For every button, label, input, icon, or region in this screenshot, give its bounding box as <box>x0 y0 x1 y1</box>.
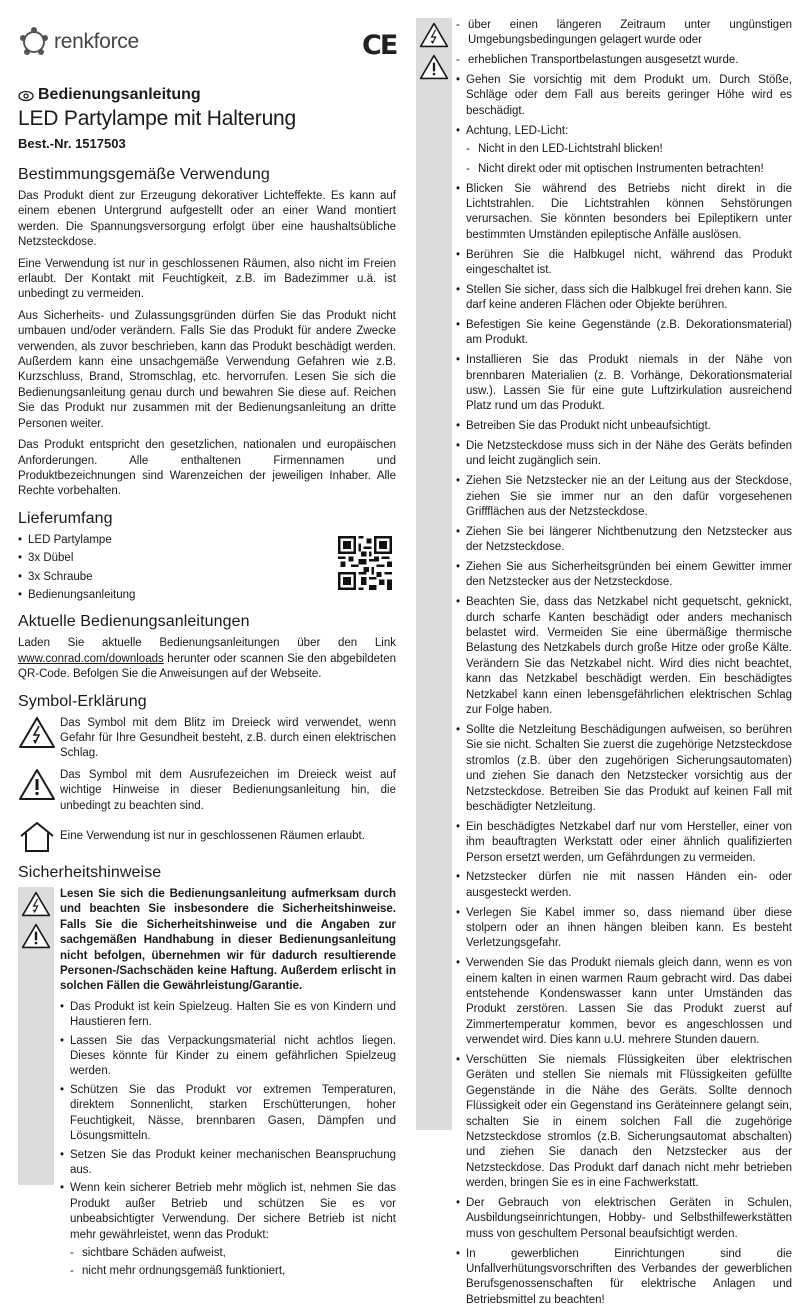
list-item: • Die Netzsteckdose muss sich in der Nähe des Geräts befinden und leicht zugänglich sein. <box>456 439 792 470</box>
list-item: • In gewerblichen Einrichtungen sind die Unfallverhütungsvorschriften des Verbandes der gewerblichen Berufsgenossenschaften für elektrische Anlagen und Betriebsmittel zu beachten! <box>456 1247 792 1309</box>
qr-code-icon[interactable] <box>338 536 392 590</box>
intended-use-paragraph: Eine Verwendung ist nur in geschlossenen Räumen, also nicht im Freien erlaubt. Der Kontakt mit Feuchtigkeit, z.B. im Badezimmer u.ä. ist unbedingt zu vermeiden. <box>18 257 396 301</box>
house-icon <box>18 820 56 854</box>
warning-sidebar <box>18 887 54 1185</box>
list-item: • Verwenden Sie das Produkt niemals gleich dann, wenn es von einem kalten in einen warmen Raum gebracht wird. Das dabei entstehende Kondenswasser kann unter Umständen das Produkt zerstören. Lassen Sie das Produkt zuerst auf Zimmertemperatur kommen, bevor es angeschlossen und verwendet wird. Dies kann u.U. mehrere Stunden dauern. <box>456 956 792 1048</box>
safety-body <box>54 887 396 1283</box>
left-column <box>18 166 396 1293</box>
doc-type-label: Bedienungsanleitung <box>38 86 201 103</box>
sub-list-item: - sichtbare Schäden aufweist, <box>70 1246 396 1261</box>
safety-box <box>18 887 396 1283</box>
brand-name: renkforce <box>54 30 139 53</box>
list-item: • Ziehen Sie Netzstecker nie an der Leitung aus der Steckdose, ziehen Sie sie immer nur an den dafür vorgesehenen Griffflächen aus der Netzsteckdose. <box>456 474 792 520</box>
list-item-text: Wenn kein sicherer Betrieb mehr möglich ist, nehmen Sie das Produkt außer Betrieb und schützen Sie es vor unbeabsichtigter Verwendung. Der sichere Betrieb ist nicht mehr gewährleistet, wenn das Produkt: <box>70 1182 396 1241</box>
exclamation-triangle-icon <box>21 923 51 949</box>
manuals-section <box>18 613 396 682</box>
symbol-text: Das Symbol mit dem Blitz im Dreieck wird verwendet, wenn Gefahr für Ihre Gesundheit besteht, z.B. durch einen elektrischen Schlag. <box>60 716 396 760</box>
symbols-section <box>18 693 396 854</box>
list-item: • 3x Schraube <box>18 570 396 585</box>
manuals-text: herunter oder scannen Sie den abgebildeten QR-Code. Befolgen Sie die Anweisungen auf der Webseite. <box>18 652 396 681</box>
list-item: • Ziehen Sie aus Sicherheitsgründen bei einem Gewitter immer den Netzstecker aus der Netzsteckdose. <box>456 560 792 591</box>
list-item: • Verlegen Sie Kabel immer so, dass niemand über diese stolpern oder an ihnen hängen bleiben kann. Es besteht Verletzungsgefahr. <box>456 906 792 952</box>
list-item: • Netzstecker dürfen nie mit nassen Händen ein- oder ausgesteckt werden. <box>456 870 792 901</box>
list-item: • Stellen Sie sicher, dass sich die Halbkugel frei drehen kann. Sie darf keine anderen Flächen oder Objekte berühren. <box>456 283 792 314</box>
manuals-paragraph <box>18 636 396 682</box>
list-item: • Das Produkt ist kein Spielzeug. Halten Sie es von Kindern und Haustieren fern. <box>60 1000 396 1031</box>
list-item: • Ein beschädigtes Netzkabel darf nur vom Hersteller, einer von ihm beauftragten Werkstatt oder einer ähnlich qualifizierten Person ersetzt werden, um Gefährdungen zu vermeiden. <box>456 820 792 866</box>
symbol-row <box>18 768 396 814</box>
downloads-link[interactable]: www.conrad.com/downloads <box>18 652 164 665</box>
list-item: • Gehen Sie vorsichtig mit dem Produkt um. Durch Stöße, Schläge oder dem Fall aus bereits geringer Höhe wird es beschädigt. <box>456 73 792 119</box>
order-number: Best.-Nr. 1517503 <box>18 136 126 151</box>
sub-list <box>70 1246 396 1280</box>
symbols-heading: Symbol-Erklärung <box>18 692 147 710</box>
list-item: • LED Partylampe <box>18 533 396 548</box>
intended-use-paragraph: Das Produkt dient zur Erzeugung dekorativer Lichteffekte. Es kann auf einem ebenen Untergrund aufgestellt oder an einer Wand montiert werden. Die Spannungsversorgung erfolgt über eine haushaltsübliche Netzsteckdose. <box>18 190 396 249</box>
list-item: • Blicken Sie während des Betriebs nicht direkt in die Lichtstrahlen. Die Lichtstrahlen können Sehstörungen verursachen. Sie könnten besonders bei Epileptikern unter bestimmten Umständen epileptische Anfälle auslösen. <box>456 182 792 244</box>
safety-section <box>18 864 396 1283</box>
sub-list-item: - Nicht direkt oder mit optischen Instrumenten betrachten! <box>466 162 792 177</box>
lightning-triangle-icon <box>21 891 51 917</box>
doc-type <box>18 86 396 104</box>
safety-list-continued <box>456 73 792 1308</box>
eye-icon <box>18 90 34 102</box>
list-item: • Berühren Sie die Halbkugel nicht, während das Produkt eingeschaltet ist. <box>456 248 792 279</box>
symbol-text: Eine Verwendung ist nur in geschlossenen Räumen erlaubt. <box>60 830 365 843</box>
intended-use-section <box>18 166 396 500</box>
sub-list <box>466 142 792 177</box>
right-column <box>456 18 792 1313</box>
sub-list-item: - Nicht in den LED-Lichtstrahl blicken! <box>466 142 792 157</box>
list-item: • Ziehen Sie bei längerer Nichtbenutzung den Netzstecker aus der Netzsteckdose. <box>456 525 792 556</box>
intended-use-paragraph: Das Produkt entspricht den gesetzlichen, nationalen und europäischen Anforderungen. Alle enthaltenen Firmennamen und Produktbezeichnungen sind Warenzeichen der jeweiligen Inhaber. Alle Rechte vorbehalten. <box>18 439 396 498</box>
list-item: • Sollte die Netzleitung Beschädigungen aufweisen, so berühren Sie sie nicht. Schalten Sie zuerst die zugehörige Netzsteckdose stromlos (z.B. über den zugehörigen Sicherungsautomaten) und ziehen Sie danach den Netzstecker vorsichtig aus der Netzsteckdose. Betreiben Sie das Produkt auf keinen Fall mit beschädigter Netzleitung. <box>456 723 792 815</box>
brand-logo <box>18 26 139 58</box>
safety-heading: Sicherheitshinweise <box>18 864 162 881</box>
symbol-text: Das Symbol mit dem Ausrufezeichen im Dreieck weist auf wichtige Hinweise in dieser Bedienungsanleitung hin, die unbedingt zu beachten sind. <box>60 768 396 812</box>
exclamation-triangle-icon <box>419 54 449 80</box>
list-item: • Setzen Sie das Produkt keiner mechanischen Beanspruchung aus. <box>60 1148 396 1179</box>
lightning-triangle-icon <box>18 716 56 749</box>
sub-list-item: - nicht mehr ordnungsgemäß funktioniert, <box>70 1264 396 1279</box>
safety-list <box>60 1000 396 1280</box>
renkforce-logo-icon <box>18 26 50 58</box>
list-item-text: Achtung, LED-Licht: <box>466 124 569 137</box>
symbol-row <box>18 820 396 854</box>
list-item: • Der Gebrauch von elektrischen Geräten in Schulen, Ausbildungseinrichtungen, Hobby- und Selbsthilfewerkstätten muss von geschultem Personal beaufsichtigt werden. <box>456 1196 792 1242</box>
sub-list-item: - erheblichen Transportbelastungen ausgesetzt wurde. <box>456 53 792 68</box>
intended-use-paragraph: Aus Sicherheits- und Zulassungsgründen dürfen Sie das Produkt nicht umbauen und/oder verändern. Falls Sie das Produkt für andere Zwecke verwenden, als zuvor beschrieben, kann das Produkt beschädigt werden. Außerdem kann eine unsachgemäße Verwendung Gefahren wie z.B. Kurzschluss, Brand, Stromschlag, etc. hervorrufen. Lesen Sie sich die Bedienungsanleitung genau durch und bewahren Sie diese auf. Reichen Sie das Produkt nur zusammen mit der Bedienungsanleitung an dritte Personen weiter. <box>18 309 396 430</box>
sub-list-item: - über einen längeren Zeitraum unter ungünstigen Umgebungsbedingungen gelagert wurde oder <box>456 18 792 49</box>
manuals-text: Laden Sie aktuelle Bedienungsanleitungen über den Link <box>18 637 396 650</box>
page-title: LED Partylampe mit Halterung <box>18 107 297 130</box>
manuals-heading: Aktuelle Bedienungsanleitungen <box>18 613 250 631</box>
symbol-row <box>18 716 396 762</box>
scope-section <box>18 510 396 604</box>
exclamation-triangle-icon <box>18 768 56 801</box>
list-item <box>456 124 792 178</box>
list-item: • Schützen Sie das Produkt vor extremen Temperaturen, direktem Sonnenlicht, starken Erschütterungen, hoher Feuchtigkeit, Nässe, brennbaren Gasen, Dämpfen und Lösungsmitteln. <box>60 1083 396 1145</box>
sub-list <box>456 18 792 69</box>
safety-lead: Lesen Sie sich die Bedienungsanleitung aufmerksam durch und beachten Sie insbesondere die Sicherheitshinweise. Falls Sie die Sicherheitshinweise und die Angaben zur sachgemäßen Handhabung in dieser Bedienungsanleitung nicht befolgen, übernehmen wir für dadurch resultierende Personen-/Sachschäden keine Haftung. Außerdem erlischt in solchen Fällen die Gewährleistung/Garantie. <box>60 888 396 993</box>
list-item: • 3x Dübel <box>18 551 396 566</box>
list-item: • Lassen Sie das Verpackungsmaterial nicht achtlos liegen. Dieses könnte für Kinder zu einem gefährlichen Spielzeug werden. <box>60 1034 396 1080</box>
list-item: • Bedienungsanleitung <box>18 588 396 603</box>
lightning-triangle-icon <box>419 22 449 48</box>
intended-use-heading: Bestimmungsgemäße Verwendung <box>18 166 270 183</box>
list-item: • Betreiben Sie das Produkt nicht unbeaufsichtigt. <box>456 419 792 434</box>
warning-sidebar-right <box>416 18 452 1130</box>
list-item: • Beachten Sie, dass das Netzkabel nicht gequetscht, geknickt, durch scharfe Kanten beschädigt oder anders mechanisch belastet wird. Vermeiden Sie eine übermäßige thermische Belastung des Netzkabels durch große Hitze oder große Kälte. Verändern Sie das Netzkabel nicht. Wird dies nicht beachtet, kann das Netzkabel beschädigt werden. Ein beschädigtes Netzkabel kann einen lebensgefährlichen elektrischen Schlag zur Folge haben. <box>456 595 792 718</box>
list-item: • Verschütten Sie niemals Flüssigkeiten über elektrischen Geräten und stellen Sie niemals mit Flüssigkeiten gefüllte Gegenstände in die Nähe des Geräts. Sollte dennoch Flüssigkeit oder ein Gegenstand ins Geräteinnere gelangt sein, schalten Sie in einem solchen Fall die zugehörige Netzsteckdose stromlos (z.B. Sicherungsautomat abschalten) und ziehen Sie danach den Netzstecker aus der Netzsteckdose. Das Produkt darf danach nicht mehr betrieben werden, bringen Sie es in eine Fachwerkstatt. <box>456 1053 792 1192</box>
ce-mark: CE <box>362 30 397 61</box>
list-item <box>60 1181 396 1279</box>
list-item: • Befestigen Sie keine Gegenstände (z.B. Dekorationsmaterial) am Produkt. <box>456 318 792 349</box>
list-item: • Installieren Sie das Produkt niemals in der Nähe von brennbaren Materialien (z. B. Vorhänge, Dekorationsmaterial usw.). Lassen Sie für eine gute Luftzirkulation ausreichend Platz rund um das Produkt. <box>456 353 792 415</box>
title-block <box>18 86 396 151</box>
scope-heading: Lieferumfang <box>18 509 113 527</box>
